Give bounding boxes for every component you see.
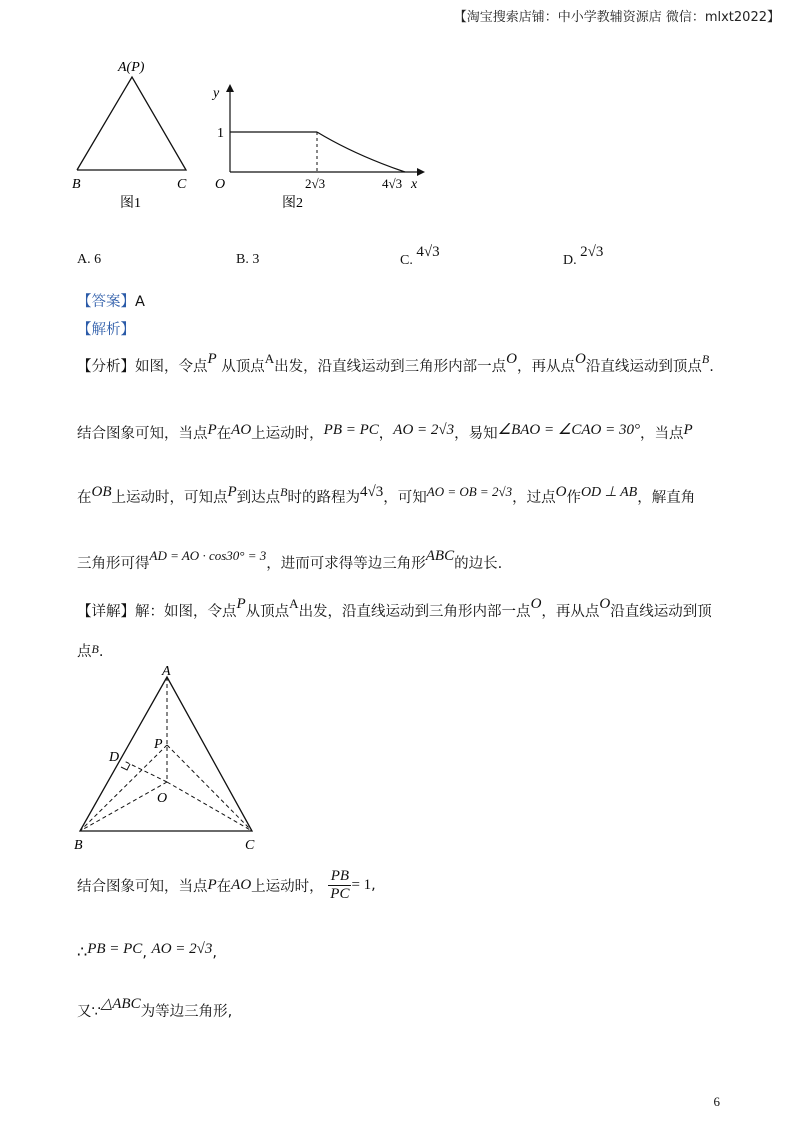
figure-3 <box>60 665 280 860</box>
text: 结合图象可知，当点 <box>77 879 208 895</box>
figure-3-label-C: C <box>245 838 255 853</box>
text: ，易知 <box>454 426 498 442</box>
analysis-tag: 【分析】 <box>77 359 135 375</box>
analysis-line-3 <box>77 486 695 507</box>
figure-2-x-tick-2: 4√3 <box>382 176 403 191</box>
figure-1-triangle <box>77 77 186 170</box>
math-var: O <box>555 484 567 500</box>
text: 在 <box>216 879 232 895</box>
math-var: B <box>280 485 288 499</box>
therefore-symbol: ∴ <box>77 942 88 961</box>
math-var: P <box>683 422 693 438</box>
math-var: P <box>236 596 246 612</box>
analysis-line-4 <box>77 548 503 573</box>
math-var: B <box>701 352 710 366</box>
text: 三角形可得 <box>77 556 150 572</box>
text: . <box>709 359 714 375</box>
figure-3-line-OD <box>124 761 167 782</box>
text: 上运动时， <box>251 879 324 895</box>
math-expr: PB = PC <box>323 422 379 438</box>
figure-3-triangle <box>80 677 252 831</box>
math-expr: = 1 <box>351 877 372 893</box>
math-var: A <box>289 596 299 611</box>
fraction-numerator: PB <box>328 868 351 886</box>
text: 作 <box>566 490 581 506</box>
option-d <box>563 244 604 268</box>
text: 沿直线运动到顶 <box>610 604 712 620</box>
option-b: B. 3 <box>236 252 260 267</box>
math-var: O <box>575 351 586 367</box>
math-var: AO <box>231 422 252 438</box>
math-var: ABC <box>425 548 455 564</box>
math-expr: OD ⊥ AB <box>580 485 638 500</box>
text: 时的路程为 <box>287 490 361 506</box>
page-number: 6 <box>713 1094 720 1109</box>
figure-2-caption: 图2 <box>282 196 303 211</box>
figure-3-line-OC <box>167 782 252 831</box>
option-c <box>400 244 440 268</box>
text: ， <box>378 426 394 442</box>
text: 解：如图，令点 <box>135 604 237 620</box>
math-expr: AO = 2√3 <box>393 422 455 438</box>
option-d-value: 2√3 <box>580 244 604 260</box>
step-2 <box>77 942 217 962</box>
figure-1-apex-label: A(P) <box>118 60 145 75</box>
math-var: O <box>599 596 611 612</box>
figure-3-label-P: P <box>154 737 163 752</box>
text: 如图，令点 <box>135 359 208 375</box>
step-1 <box>77 868 376 903</box>
figure-2-origin: O <box>215 177 226 192</box>
math-var: O <box>530 596 542 612</box>
text: ，再从点 <box>517 359 576 375</box>
text: 在 <box>216 426 232 442</box>
math-var: P <box>207 877 217 893</box>
fraction-denominator: PC <box>330 886 350 902</box>
text: 出发，沿直线运动到三角形内部一点 <box>274 359 507 375</box>
text: ，再从点 <box>541 604 600 620</box>
math-expr: AO = OB = 2√3 <box>426 484 513 499</box>
math-expr: AD = AO · cos30° = 3 <box>149 548 267 563</box>
text: 从顶点 <box>221 359 265 375</box>
figure-2-y-label: y <box>213 86 220 101</box>
text: ，解直角 <box>637 490 696 506</box>
detail-line-1 <box>77 596 712 621</box>
math-var: AO <box>231 877 252 893</box>
figure-3-label-D: D <box>109 750 120 765</box>
math-expr: △ABC <box>100 996 141 1012</box>
figure-2-y-tick: 1 <box>217 126 224 141</box>
figure-3-line-PC <box>167 745 252 831</box>
math-expr: ∠BAO = ∠CAO = 30° <box>497 422 640 438</box>
text: 从顶点 <box>245 604 290 620</box>
figure-2-y-arrow <box>226 84 234 92</box>
text: 沿直线运动到顶点 <box>585 359 702 375</box>
math-var: B <box>91 642 99 656</box>
figure-3-line-PB <box>80 745 167 831</box>
figure-1-left-label: B <box>72 177 81 192</box>
figure-1-caption: 图1 <box>120 196 141 211</box>
detail-line-2 <box>77 640 103 661</box>
text: 在 <box>77 490 92 506</box>
text: 出发，沿直线运动到三角形内部一点 <box>298 604 531 620</box>
text: 的边长. <box>454 556 503 572</box>
analysis-line-1 <box>77 351 714 376</box>
analysis-line-2 <box>77 422 693 443</box>
figure-2-x-tick-1: 2√3 <box>305 176 326 191</box>
option-c-prefix: C. <box>400 253 413 268</box>
text: ，当点 <box>639 426 684 442</box>
text: 上运动时， <box>251 426 324 442</box>
text: 上运动时，可知点 <box>111 490 228 506</box>
text: 又∵ <box>77 1004 101 1020</box>
option-d-prefix: D. <box>563 253 577 268</box>
figure-3-label-O: O <box>157 791 168 806</box>
math-var: P <box>207 351 217 367</box>
text: ，进而可求得等边三角形 <box>266 556 426 572</box>
fraction-PB-PC <box>328 868 351 903</box>
text: . <box>98 644 104 660</box>
text: 为等边三角形, <box>140 1004 233 1020</box>
math-expr: 4√3 <box>360 484 384 500</box>
text: , <box>142 945 147 961</box>
figure-3-line-OB <box>80 782 167 831</box>
option-c-value: 4√3 <box>416 244 440 260</box>
math-var: P <box>207 422 217 438</box>
math-expr: AO = 2√3 <box>151 941 213 957</box>
text: ，可知 <box>383 490 427 506</box>
figure-2-x-arrow <box>417 168 425 176</box>
text: 到达点 <box>236 490 281 506</box>
math-expr: PB = PC <box>87 941 143 957</box>
text: 结合图象可知，当点 <box>77 426 208 442</box>
text: , <box>212 945 217 961</box>
detail-tag: 【详解】 <box>77 604 135 620</box>
text: , <box>371 877 376 894</box>
figure-3-right-angle-mark <box>121 764 130 770</box>
math-var: O <box>506 351 518 367</box>
step-3 <box>77 996 233 1021</box>
jiexi-tag: 【解析】 <box>77 322 135 338</box>
figure-2 <box>205 80 430 215</box>
text: 点 <box>77 644 92 660</box>
answer-value: A <box>135 294 145 310</box>
answer-line <box>77 290 145 311</box>
figure-2-x-label: x <box>411 177 418 192</box>
option-a: A. 6 <box>77 252 102 267</box>
figure-1-right-label: C <box>177 177 187 192</box>
math-var: P <box>227 484 237 500</box>
math-var: A <box>264 351 275 366</box>
figure-3-label-A: A <box>162 665 171 679</box>
text: ，过点 <box>512 490 556 506</box>
figure-3-label-B: B <box>74 838 83 853</box>
figure-2-decreasing-curve <box>317 132 405 172</box>
math-var: OB <box>91 484 112 500</box>
figure-1 <box>60 55 210 215</box>
header-watermark: 【淘宝搜索店铺：中小学教辅资源店 微信：mlxt2022】 <box>453 10 780 25</box>
answer-tag: 【答案】 <box>77 294 135 310</box>
